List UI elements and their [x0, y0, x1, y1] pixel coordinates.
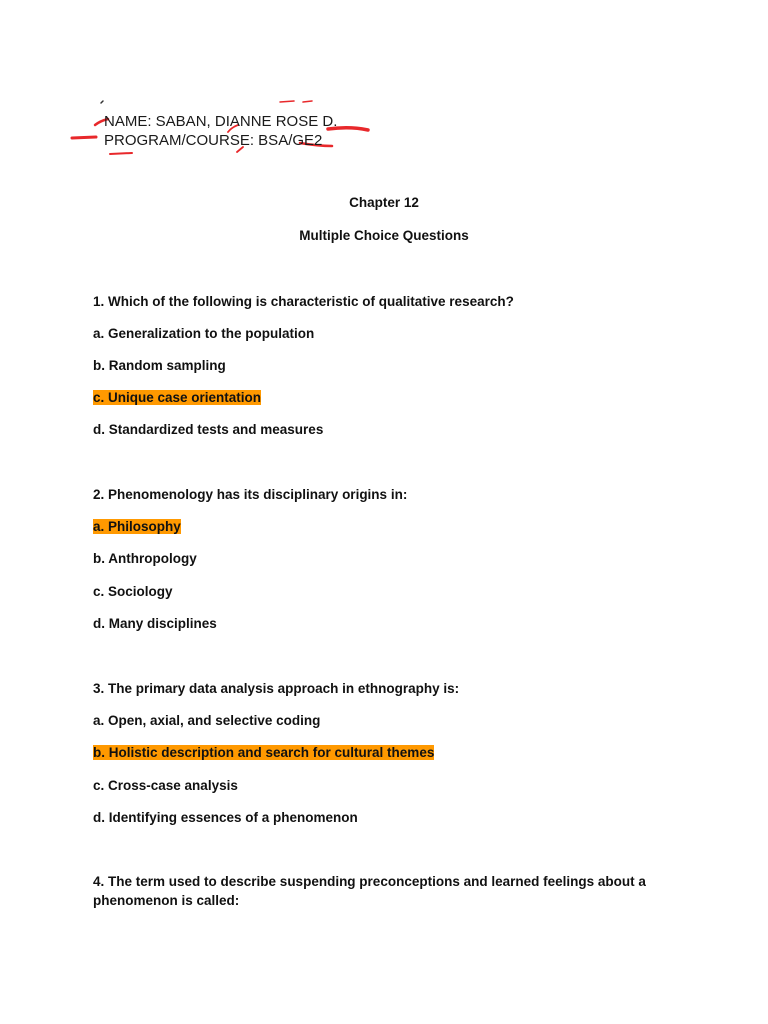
highlighted-answer: c. Unique case orientation: [93, 390, 262, 405]
question-2-prompt: 2. Phenomenology has its disciplinary origins in:: [93, 487, 408, 502]
question-3-option-a: a. Open, axial, and selective coding: [93, 713, 321, 728]
question-3-option-d: d. Identifying essences of a phenomenon: [93, 810, 358, 825]
question-2-option-a: [93, 517, 181, 536]
question-1-prompt: 1. Which of the following is characteristic of qualitative research?: [93, 294, 514, 309]
question-3-prompt: 3. The primary data analysis approach in ethnography is:: [93, 681, 460, 696]
program-course: PROGRAM/COURSE: BSA/GE2: [104, 132, 323, 149]
question-1-option-a: a. Generalization to the population: [93, 326, 315, 341]
question-2-option-d: d. Many disciplines: [93, 616, 217, 631]
red-pen-scribble: [0, 0, 768, 200]
question-3-option-c: c. Cross-case analysis: [93, 778, 238, 793]
question-1-option-b: b. Random sampling: [93, 358, 226, 373]
question-4-prompt: 4. The term used to describe suspending preconceptions and learned feelings about a phenomenon is called:: [93, 874, 646, 908]
question-2-option-c: c. Sociology: [93, 584, 173, 599]
question-2-option-b: b. Anthropology: [93, 551, 197, 566]
student-name: NAME: SABAN, DIANNE ROSE D.: [104, 113, 338, 130]
question-3-option-b: [93, 743, 434, 762]
student-header: [104, 112, 337, 150]
highlighted-answer: a. Philosophy: [93, 519, 181, 534]
highlighted-answer: b. Holistic description and search for cultural themes: [93, 745, 435, 760]
chapter-heading: Chapter 12: [349, 195, 419, 210]
question-1-option-d: d. Standardized tests and measures: [93, 422, 324, 437]
section-heading: Multiple Choice Questions: [299, 228, 469, 243]
question-1-option-c: [93, 388, 261, 407]
